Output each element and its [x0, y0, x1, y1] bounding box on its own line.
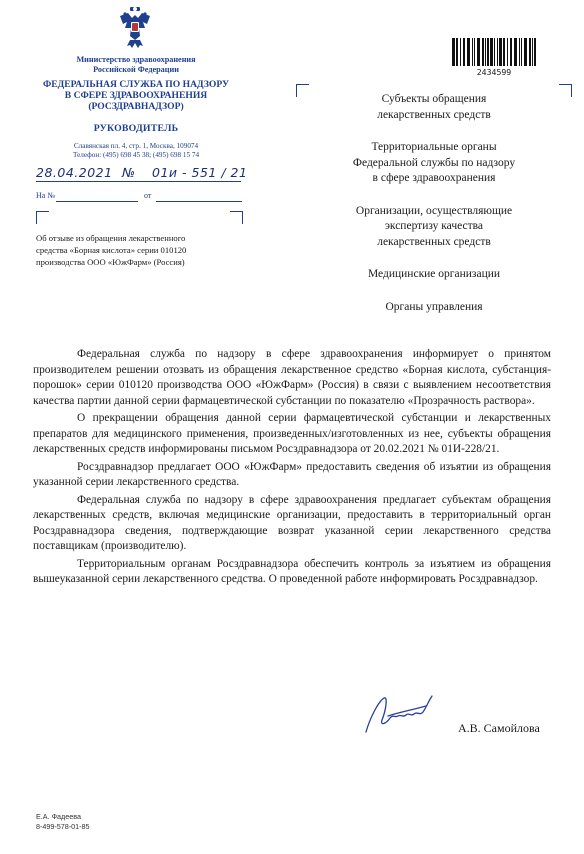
registration-line	[36, 164, 268, 184]
blank-line	[156, 201, 242, 202]
barcode-bar	[482, 38, 484, 66]
subject-line: Об отзыве из обращения лекарственного	[36, 233, 186, 243]
signer-name: А.В. Самойлова	[458, 721, 540, 735]
subject-note	[36, 232, 246, 268]
agency-address	[20, 142, 252, 160]
ministry-name	[20, 55, 252, 74]
barcode-bar	[460, 38, 461, 66]
barcode-bar	[510, 38, 512, 66]
barcode-bar	[452, 38, 455, 66]
barcode-bar	[534, 38, 536, 66]
barcode-bar	[467, 38, 470, 66]
barcode-bar	[490, 38, 493, 66]
address-line: Славянская пл. 4, стр. 1, Москва, 109074	[73, 142, 199, 150]
body-paragraph: Федеральная служба по надзору в сфере здравоохранения предлагает субъектам обращения лекарственных средств, включая медицинские организации, предоставить в территориальный орган Росздравнадзора сведения, подтверждающие возврат указанной серии лекарственного средства поставщикам (производителю).	[33, 493, 551, 552]
reference-date-label: от	[144, 191, 152, 200]
subject-line: производства ООО «ЮжФарм» (Россия)	[36, 257, 185, 267]
agency-line: (РОСЗДРАВНАДЗОР)	[88, 101, 184, 112]
recipients-block	[300, 92, 568, 332]
divider	[36, 181, 241, 182]
blank-line	[56, 201, 138, 202]
recipient	[300, 92, 568, 123]
recipient	[300, 300, 568, 316]
reference-number-label: На №	[36, 191, 55, 200]
agency-name	[20, 79, 252, 112]
barcode-bar	[463, 38, 465, 66]
recipient-line: лекарственных средств	[377, 108, 491, 121]
agency-line: ФЕДЕРАЛЬНАЯ СЛУЖБА ПО НАДЗОРУ	[42, 79, 230, 90]
executor-name: Е.А. Фадеева	[36, 812, 81, 821]
recipient-line: Органы управления	[385, 300, 483, 313]
barcode-bar	[477, 38, 480, 66]
barcode-bar	[532, 38, 533, 66]
barcode-bar	[529, 38, 531, 66]
barcode-bar	[485, 38, 486, 66]
barcode-bar	[497, 38, 498, 66]
barcode-number: 2434599	[476, 67, 512, 77]
double-headed-eagle-icon	[118, 6, 152, 50]
barcode-bar	[472, 38, 473, 66]
recipient	[300, 140, 568, 187]
recipient	[300, 204, 568, 251]
recipient-line: Субъекты обращения	[381, 93, 487, 105]
barcode-bar	[519, 38, 520, 66]
body-paragraph: Федеральная служба по надзору в сфере здравоохранения информирует о принятом производителем решении отозвать из обращения лекарственное средство «Борная кислота, субстанция-порошок» серии 010120 производства ООО «ЮжФарм» (Россия) в связи с выявлением несоответствия качества партии данной серии фармацевтической субстанции по показателю «Прозрачность раствора».	[33, 348, 551, 407]
barcode-bar	[474, 38, 475, 66]
agency-line: В СФЕРЕ ЗДРАВООХРАНЕНИЯ	[64, 90, 208, 101]
barcode-bar	[487, 38, 489, 66]
barcode-bar	[524, 38, 527, 66]
barcode-bar	[499, 38, 502, 66]
body-paragraph: Росздравнадзор предлагает ООО «ЮжФарм» предоставить сведения об изъятии из обращения указанной серии лекарственного средства.	[33, 460, 551, 488]
address-corner-mark	[230, 211, 243, 224]
head-title: РУКОВОДИТЕЛЬ	[93, 123, 179, 134]
number-sign: №	[122, 165, 136, 180]
address-corner-mark	[36, 211, 49, 224]
barcode-bar	[456, 38, 458, 66]
barcode-bar	[514, 38, 517, 66]
registration-date: 28.04.2021	[36, 165, 113, 180]
barcode	[451, 38, 537, 66]
ministry-line: Российской Федерации	[93, 64, 179, 74]
registration-number: 01и - 551 / 21	[152, 165, 248, 180]
barcode-bar	[521, 38, 522, 66]
executor-info	[36, 812, 90, 831]
recipient-line: Организации, осуществляющие	[355, 204, 513, 217]
recipient-line: Федеральной службы по надзору	[352, 156, 516, 169]
ministry-line: Министерство здравоохранения	[76, 55, 196, 64]
barcode-bar	[503, 38, 505, 66]
reference-line	[36, 191, 244, 203]
barcode-bar	[507, 38, 508, 66]
subject-line: средства «Борная кислота» серии 010120	[36, 245, 187, 255]
phone-line: Телефон: (495) 698 45 38; (495) 698 15 74	[72, 151, 200, 159]
recipient-line: Территориальные органы	[371, 141, 497, 153]
executor-phone: 8-499-578-01-85	[36, 821, 90, 831]
recipient-line: в сфере здравоохранения	[372, 172, 496, 184]
recipient-line: экспертизу качества	[384, 220, 484, 232]
body-paragraph: Территориальным органам Росздравнадзора обеспечить контроль за изъятием из обращения вышеуказанной серии лекарственного средства. О проведенной работе информировать Росздравнадзор.	[33, 557, 551, 585]
handwritten-signature	[360, 688, 450, 738]
letter-body	[33, 347, 551, 590]
recipient-line: Медицинские организации	[367, 268, 501, 280]
barcode-bar	[494, 38, 495, 66]
recipient	[300, 267, 568, 283]
body-paragraph: О прекращении обращения данной серии фармацевтической субстанции и лекарственных препаратов для медицинского применения, произведенных/изготовленных из нее, субъекты обращения лекарственных средств информированы письмом Росздравнадзора от 20.02.2021 № 01И-228/21.	[33, 412, 551, 455]
recipient-line: лекарственных средств	[377, 235, 491, 248]
